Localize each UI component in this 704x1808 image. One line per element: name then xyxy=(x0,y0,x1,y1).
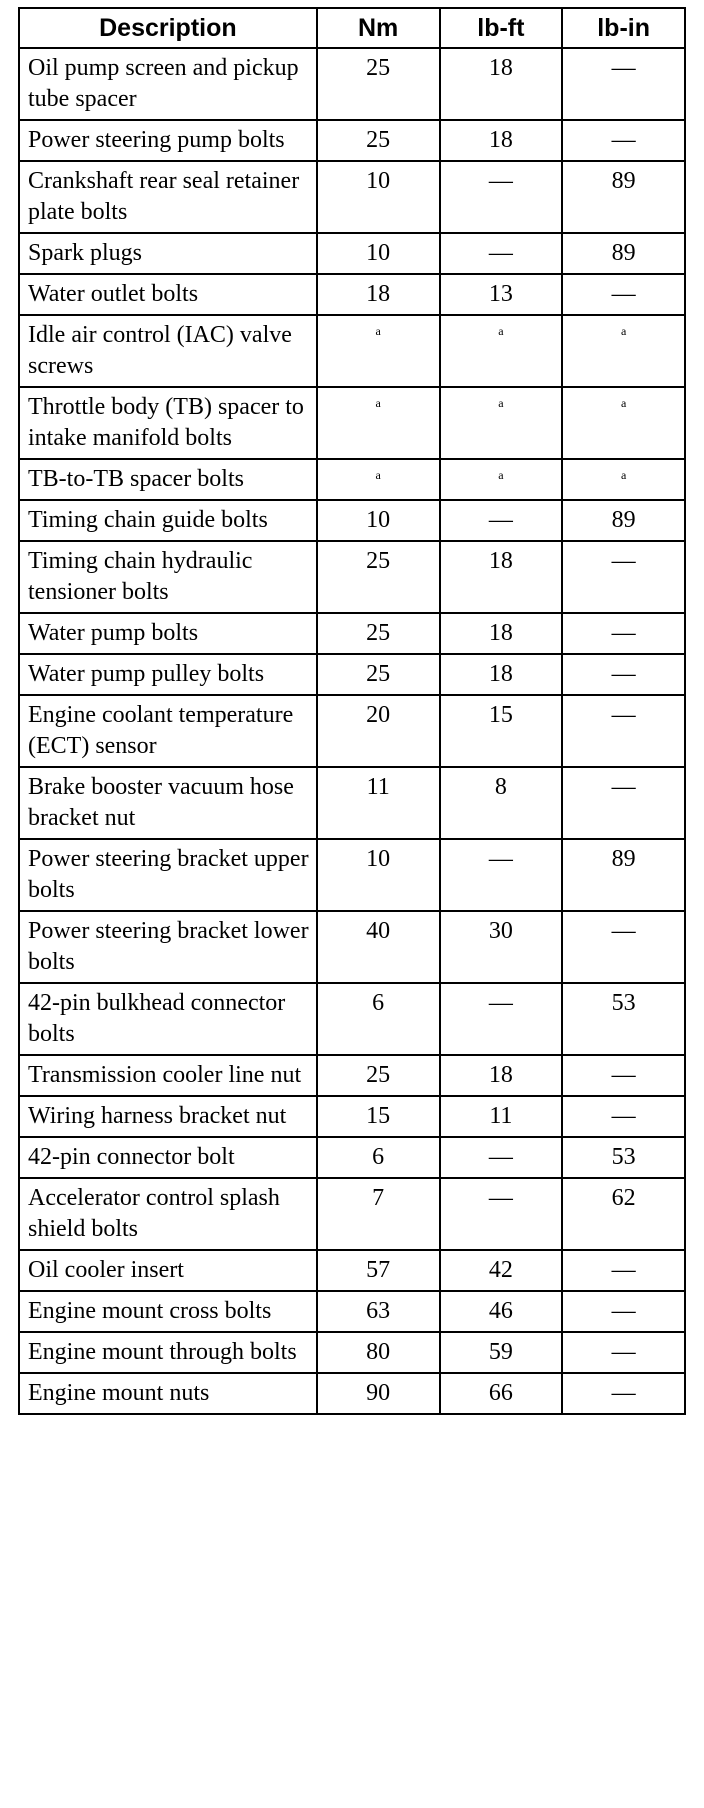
table-row xyxy=(19,1055,685,1096)
nm-cell: 10 xyxy=(317,161,440,233)
table-row xyxy=(19,1250,685,1291)
table-row xyxy=(19,48,685,120)
table-row xyxy=(19,315,685,387)
table-row xyxy=(19,233,685,274)
lb-in-cell xyxy=(562,315,685,387)
nm-cell: 25 xyxy=(317,120,440,161)
nm-cell: 25 xyxy=(317,1055,440,1096)
column-header-nm: Nm xyxy=(317,8,440,48)
footnote-marker: a xyxy=(620,396,627,410)
table-row xyxy=(19,613,685,654)
footnote-marker: a xyxy=(620,324,627,338)
lb-in-cell: 62 xyxy=(562,1178,685,1250)
footnote-marker: a xyxy=(498,396,504,410)
lb-ft-cell: — xyxy=(440,1137,563,1178)
description-cell: Power steering bracket lower bolts xyxy=(19,911,317,983)
lb-ft-cell: 46 xyxy=(440,1291,563,1332)
lb-in-cell: — xyxy=(562,1055,685,1096)
lb-ft-cell: 8 xyxy=(440,767,563,839)
description-cell: Spark plugs xyxy=(19,233,317,274)
lb-ft-cell: 30 xyxy=(440,911,563,983)
nm-cell: 63 xyxy=(317,1291,440,1332)
footnote-marker: a xyxy=(375,468,381,482)
table-row xyxy=(19,500,685,541)
description-cell: Engine coolant temperature (ECT) sensor xyxy=(19,695,317,767)
nm-cell: 25 xyxy=(317,613,440,654)
lb-ft-cell: — xyxy=(440,233,563,274)
table-row xyxy=(19,911,685,983)
nm-cell: 80 xyxy=(317,1332,440,1373)
table-row xyxy=(19,1137,685,1178)
table-row xyxy=(19,459,685,500)
description-cell: Throttle body (TB) spacer to intake manifold bolts xyxy=(19,387,317,459)
lb-ft-cell: — xyxy=(440,839,563,911)
description-cell: Idle air control (IAC) valve screws xyxy=(19,315,317,387)
footnote-marker: a xyxy=(375,324,381,338)
description-cell: Wiring harness bracket nut xyxy=(19,1096,317,1137)
lb-ft-cell: — xyxy=(440,983,563,1055)
table-body xyxy=(19,48,685,1414)
lb-in-cell: — xyxy=(562,1250,685,1291)
table-row xyxy=(19,1291,685,1332)
lb-in-cell: 89 xyxy=(562,839,685,911)
description-cell: Accelerator control splash shield bolts xyxy=(19,1178,317,1250)
nm-cell: 11 xyxy=(317,767,440,839)
lb-ft-cell xyxy=(440,387,563,459)
nm-cell: 25 xyxy=(317,541,440,613)
table-row xyxy=(19,654,685,695)
nm-cell: 18 xyxy=(317,274,440,315)
lb-ft-cell xyxy=(440,315,563,387)
description-cell: Power steering pump bolts xyxy=(19,120,317,161)
table-row xyxy=(19,695,685,767)
lb-ft-cell: — xyxy=(440,161,563,233)
column-header-lb-in: lb-in xyxy=(562,8,685,48)
table-row xyxy=(19,1332,685,1373)
description-cell: Transmission cooler line nut xyxy=(19,1055,317,1096)
lb-in-cell: 53 xyxy=(562,1137,685,1178)
nm-cell: 40 xyxy=(317,911,440,983)
lb-ft-cell xyxy=(440,459,563,500)
lb-ft-cell: 15 xyxy=(440,695,563,767)
nm-cell: 10 xyxy=(317,233,440,274)
lb-in-cell: — xyxy=(562,695,685,767)
description-cell: Crankshaft rear seal retainer plate bolts xyxy=(19,161,317,233)
lb-in-cell xyxy=(562,459,685,500)
nm-cell: 10 xyxy=(317,500,440,541)
table-row xyxy=(19,839,685,911)
description-cell: 42-pin connector bolt xyxy=(19,1137,317,1178)
description-cell: Water outlet bolts xyxy=(19,274,317,315)
description-cell: Oil cooler insert xyxy=(19,1250,317,1291)
lb-in-cell: — xyxy=(562,1332,685,1373)
lb-in-cell: — xyxy=(562,1096,685,1137)
table-row xyxy=(19,767,685,839)
lb-ft-cell: 18 xyxy=(440,1055,563,1096)
lb-in-cell: — xyxy=(562,613,685,654)
lb-ft-cell: 18 xyxy=(440,120,563,161)
column-header-description: Description xyxy=(19,8,317,48)
lb-in-cell: — xyxy=(562,541,685,613)
lb-ft-cell: 42 xyxy=(440,1250,563,1291)
nm-cell: 20 xyxy=(317,695,440,767)
nm-cell: 25 xyxy=(317,48,440,120)
description-cell: Engine mount nuts xyxy=(19,1373,317,1414)
footnote-marker: a xyxy=(498,324,504,338)
lb-ft-cell: 11 xyxy=(440,1096,563,1137)
lb-ft-cell: 18 xyxy=(440,541,563,613)
table-row xyxy=(19,1178,685,1250)
lb-in-cell: 53 xyxy=(562,983,685,1055)
nm-cell: 10 xyxy=(317,839,440,911)
footnote-marker: a xyxy=(498,468,504,482)
description-cell: Engine mount cross bolts xyxy=(19,1291,317,1332)
lb-ft-cell: 18 xyxy=(440,613,563,654)
lb-in-cell: 89 xyxy=(562,233,685,274)
table-row xyxy=(19,387,685,459)
nm-cell: 90 xyxy=(317,1373,440,1414)
table-row xyxy=(19,541,685,613)
lb-ft-cell: — xyxy=(440,500,563,541)
lb-in-cell: — xyxy=(562,1291,685,1332)
lb-in-cell: — xyxy=(562,911,685,983)
lb-in-cell: 89 xyxy=(562,161,685,233)
nm-cell: 6 xyxy=(317,983,440,1055)
description-cell: Water pump bolts xyxy=(19,613,317,654)
nm-cell xyxy=(317,315,440,387)
lb-ft-cell: 13 xyxy=(440,274,563,315)
lb-ft-cell: — xyxy=(440,1178,563,1250)
description-cell: Timing chain guide bolts xyxy=(19,500,317,541)
lb-ft-cell: 18 xyxy=(440,48,563,120)
description-cell: 42-pin bulkhead connector bolts xyxy=(19,983,317,1055)
description-cell: Power steering bracket upper bolts xyxy=(19,839,317,911)
nm-cell: 7 xyxy=(317,1178,440,1250)
lb-in-cell: — xyxy=(562,120,685,161)
lb-in-cell: — xyxy=(562,1373,685,1414)
lb-in-cell xyxy=(562,387,685,459)
lb-ft-cell: 59 xyxy=(440,1332,563,1373)
torque-spec-table xyxy=(18,7,686,1415)
table-row xyxy=(19,120,685,161)
table-row xyxy=(19,161,685,233)
footnote-marker: a xyxy=(375,396,381,410)
description-cell: TB-to-TB spacer bolts xyxy=(19,459,317,500)
lb-ft-cell: 66 xyxy=(440,1373,563,1414)
nm-cell xyxy=(317,387,440,459)
lb-in-cell: — xyxy=(562,48,685,120)
description-cell: Engine mount through bolts xyxy=(19,1332,317,1373)
table-row xyxy=(19,274,685,315)
lb-in-cell: 89 xyxy=(562,500,685,541)
table-row xyxy=(19,983,685,1055)
description-cell: Timing chain hydraulic tensioner bolts xyxy=(19,541,317,613)
nm-cell: 15 xyxy=(317,1096,440,1137)
header-row xyxy=(19,8,685,48)
description-cell: Water pump pulley bolts xyxy=(19,654,317,695)
table-row xyxy=(19,1096,685,1137)
lb-in-cell: — xyxy=(562,274,685,315)
lb-in-cell: — xyxy=(562,767,685,839)
nm-cell xyxy=(317,459,440,500)
column-header-lb-ft: lb-ft xyxy=(440,8,563,48)
footnote-marker: a xyxy=(620,468,627,482)
table-row xyxy=(19,1373,685,1414)
nm-cell: 57 xyxy=(317,1250,440,1291)
lb-in-cell: — xyxy=(562,654,685,695)
nm-cell: 25 xyxy=(317,654,440,695)
nm-cell: 6 xyxy=(317,1137,440,1178)
description-cell: Oil pump screen and pickup tube spacer xyxy=(19,48,317,120)
lb-ft-cell: 18 xyxy=(440,654,563,695)
description-cell: Brake booster vacuum hose bracket nut xyxy=(19,767,317,839)
